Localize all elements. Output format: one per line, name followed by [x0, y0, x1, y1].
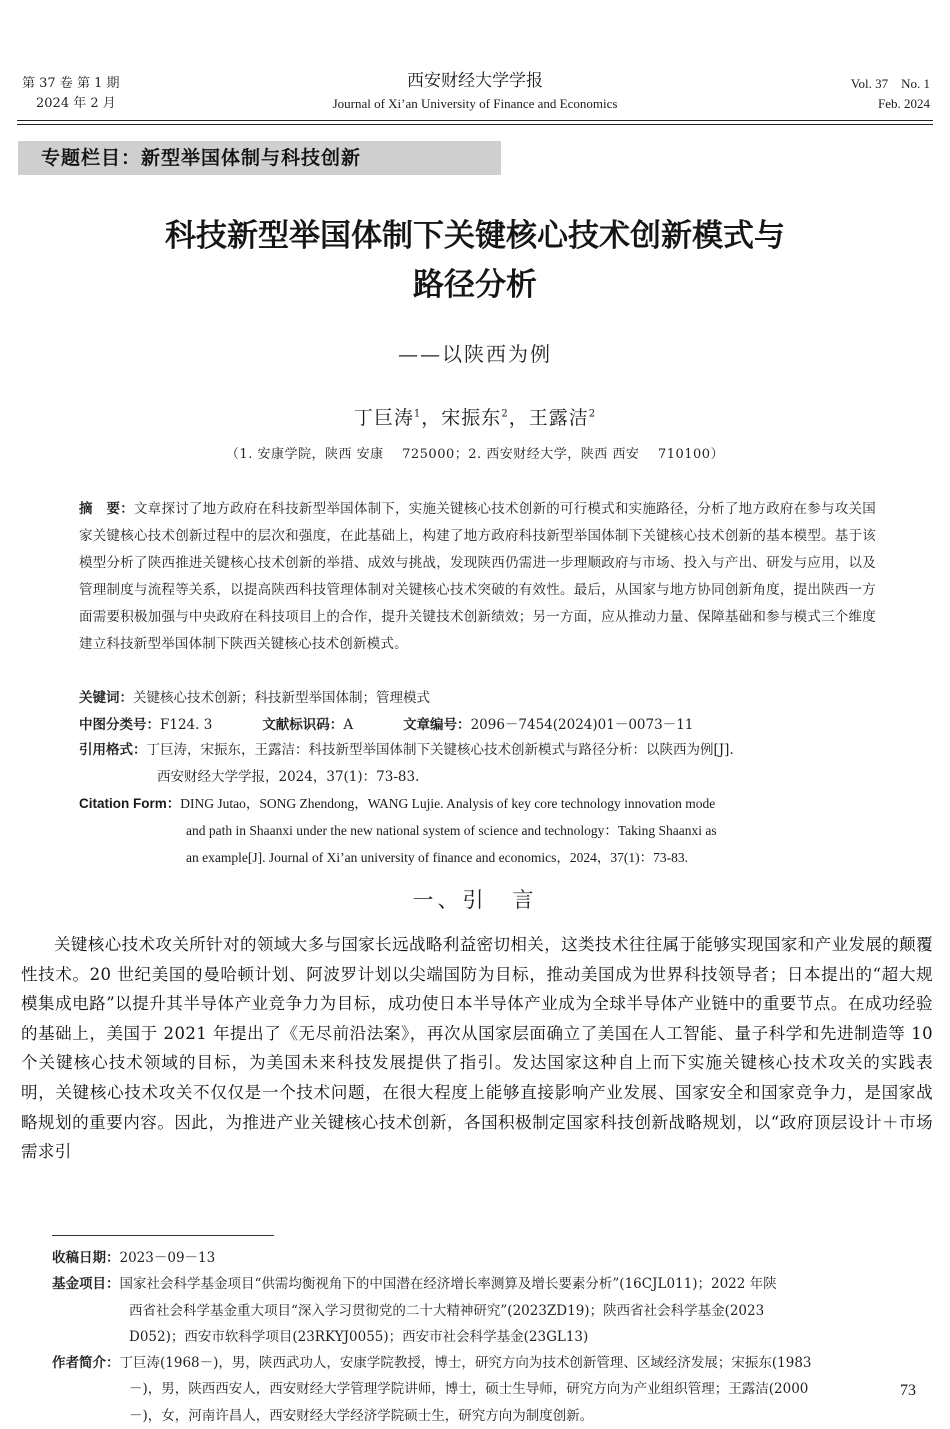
author-2: 宋振东: [441, 407, 502, 429]
citation-en-label: Citation Form：: [79, 796, 181, 811]
author-3-affil-mark: 2: [588, 408, 597, 420]
fund-line-2: 西省社会科学基金重大项目“深入学习贯彻党的二十大精神研究”(2023ZD19)；陕西省社会科学基金(2023: [129, 1302, 765, 1319]
affiliations: （1. 安康学院，陕西 安康 725000；2. 西安财经大学，陕西 西安 710100）: [225, 447, 725, 462]
volume-issue: 第 37 卷 第 1 期: [22, 76, 120, 91]
article-number-label: 文章编号：: [403, 717, 471, 733]
column-banner: 专题栏目：新型举国体制与科技创新: [18, 141, 501, 175]
fund-line-3: D052)；西安市软科学项目(23RKYJ0055)；西安市社会科学基金(23GL13): [129, 1328, 589, 1345]
citation-cn-label: 引用格式：: [79, 742, 147, 758]
header-rule-thin: [17, 124, 933, 125]
fund-line-1: 国家社会科学基金项目“供需均衡视角下的中国潜在经济增长率测算及增长要素分析”(16CJL011)；2022 年陕: [119, 1276, 777, 1293]
header-rule-thick: [17, 120, 933, 121]
citation-en-line-1: DING Jutao，SONG Zhendong，WANG Lujie. Analysis of key core technology innovation mode: [180, 796, 716, 811]
author-bio-label: 作者简介：: [52, 1355, 120, 1372]
received-date: [52, 1245, 932, 1271]
citation-en-line-3: an example[J]. Journal of Xi’an university of finance and economics，2024，37(1)：73-83.: [186, 850, 688, 865]
received-date-value: 2023－09－13: [119, 1250, 216, 1266]
doc-code-label: 文献标识码：: [262, 717, 344, 733]
citation-cn: [79, 737, 876, 791]
document-code: [262, 717, 353, 733]
keywords-label: 关键词：: [79, 690, 133, 706]
abstract: [79, 496, 876, 658]
journal-name: [0, 70, 950, 114]
citation-en-line-2: and path in Shaanxi under the new national system of science and technology：Taking Shaanxi as: [186, 823, 717, 838]
author-bio-line-2: －)，男，陕西西安人，西安财经大学管理学院讲师，博士，硕士生导师，研究方向为产业组织管理；王露洁(2000: [129, 1381, 809, 1398]
clc-number: [79, 717, 212, 733]
fund-label: 基金项目：: [52, 1276, 120, 1293]
author-separator: ，: [508, 407, 529, 429]
abstract-text: 文章探讨了地方政府在科技新型举国体制下，实施关键核心技术创新的可行模式和实施路径，分析了地方政府在参与攻关国家关键核心技术创新过程中的层次和强度，在此基础上，构建了地方政府科技新型举国体制下关键核心技术创新的基本模型。基于该模型分析了陕西推进关键核心技术创新的举措、成效与挑战，发现陕西仍需进一步理顺政府与市场、投入与产出、研发与应用，以及管理制度与流程等关系，以提高陕西科技管理体制对关键核心技术突破的有效性。最后，从国家与地方协同创新角度，提出陕西一方面需要积极加强与中央政府在科技项目上的合作，提升关键技术创新绩效；另一方面，应从推动力量、保障基础和参与模式三个维度建立科技新型举国体制下陕西关键核心技术创新模式。: [79, 501, 876, 652]
received-date-label: 收稿日期：: [52, 1250, 120, 1266]
journal-name-cn: 西安财经大学学报: [407, 71, 543, 91]
header-volume-info-en: [851, 74, 930, 114]
author-3: 王露洁: [528, 407, 589, 429]
article-number: [403, 717, 693, 733]
title-line-1: 科技新型举国体制下关键核心技术创新模式与: [165, 218, 785, 254]
classification-line: [79, 712, 876, 739]
paper-subtitle: ——以陕西为例: [398, 342, 552, 366]
author-bio: [52, 1350, 932, 1429]
citation-cn-line-2: 西安财经大学学报，2024，37(1)：73-83.: [157, 769, 420, 785]
paper-title: [0, 212, 950, 310]
author-separator: ，: [421, 407, 442, 429]
citation-en: [79, 790, 879, 871]
footnotes: [52, 1245, 932, 1429]
author-list: [0, 403, 950, 430]
citation-cn-line-1: 丁巨涛，宋振东，王露洁：科技新型举国体制下关键核心技术创新模式与路径分析：以陕西为例[J].: [146, 742, 734, 758]
fund-info: [52, 1271, 932, 1350]
doc-code-value: A: [343, 717, 354, 733]
author-1-affil-mark: 1: [413, 408, 422, 420]
article-number-value: 2096－7454(2024)01－0073－11: [470, 717, 694, 733]
publication-date-en: Feb. 2024: [878, 96, 930, 111]
body-paragraph: 关键核心技术攻关所针对的领域大多与国家长远战略利益密切相关，这类技术往往属于能够实现国家和产业发展的颠覆性技术。20 世纪美国的曼哈顿计划、阿波罗计划以尖端国防为目标，推动美国成为世界科技领导者；日本提出的“超大规模集成电路”以提升其半导体产业竞争力为目标，成功使日本半导体产业成为全球半导体产业链中的重要节点。在成功经验的基础上，美国于 2021 年提出了《无尽前沿法案》，再次从国家层面确立了美国在人工智能、量子科学和先进制造等 10 个关键核心技术领域的目标，为美国未来科技发展提供了指引。发达国家这种自上而下实施关键核心技术攻关的实践表明，关键核心技术攻关不仅仅是一个技术问题，在很大程度上能够直接影响产业发展、国家安全和国家竞争力，是国家战略规划的重要内容。因此，为推进产业关键核心技术创新，各国积极制定国家科技创新战略规划，以“政府顶层设计＋市场需求引: [21, 935, 933, 1162]
author-bio-line-3: －)，女，河南许昌人，西安财经大学经济学院硕士生，研究方向为制度创新。: [129, 1407, 594, 1424]
abstract-label: 摘 要：: [79, 501, 134, 517]
clc-label: 中图分类号：: [79, 717, 160, 733]
author-bio-line-1: 丁巨涛(1968－)，男，陕西武功人，安康学院教授，博士，研究方向为技术创新管理、区域经济发展；宋振东(1983: [119, 1355, 812, 1372]
page-number: 73: [900, 1382, 916, 1399]
publication-date-cn: 2024 年 2 月: [36, 96, 116, 111]
footnote-rule: [52, 1235, 274, 1236]
author-2-affil-mark: 2: [501, 408, 509, 420]
author-1: 丁巨涛: [353, 407, 414, 429]
journal-name-en: Journal of Xi’an University of Finance and Economics: [332, 96, 618, 111]
keywords: [79, 685, 876, 712]
clc-value: F124. 3: [160, 717, 213, 733]
title-line-2: 路径分析: [413, 267, 537, 303]
keywords-text: 关键核心技术创新；科技新型举国体制；管理模式: [133, 690, 430, 706]
vol-no: Vol. 37 No. 1: [850, 76, 930, 91]
section-heading: 一、引 言: [412, 888, 538, 912]
